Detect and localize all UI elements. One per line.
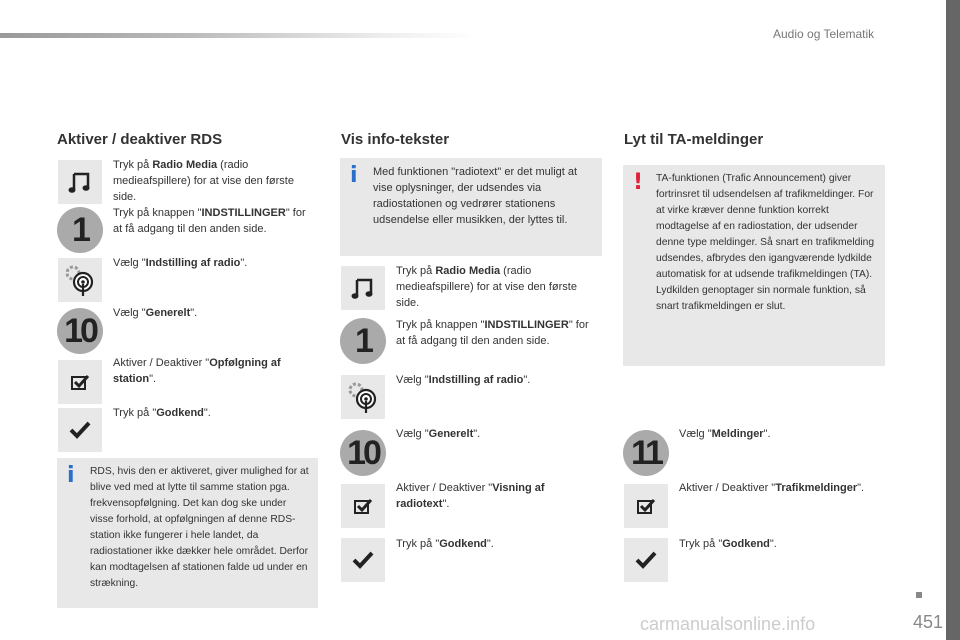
- step-text-pre: Tryk på knappen ": [396, 319, 485, 331]
- header-bar: [0, 33, 480, 38]
- step-text-post: " for at få adgang til den anden side.: [113, 207, 306, 235]
- step-text: [113, 405, 308, 421]
- step-text-post: ".: [857, 482, 865, 494]
- radio-settings-icon: [58, 258, 102, 302]
- step-text-post: ".: [149, 373, 157, 385]
- step-text-post: ".: [240, 257, 248, 269]
- chapter-title: Audio og Telematik: [773, 27, 875, 41]
- step-text-post: (radio medieafspillere) for at vise den første side.: [113, 159, 294, 203]
- step-text-bold: INDSTILLINGER: [484, 319, 569, 331]
- info-icon: i: [350, 163, 358, 188]
- step-text-pre: Aktiver / Deaktiver ": [679, 482, 776, 494]
- section-title-ta: Lyt til TA-meldinger: [624, 131, 764, 148]
- step-text-pre: Vælg ": [396, 428, 429, 440]
- info-icon: i: [67, 463, 75, 488]
- step-text-pre: Vælg ": [396, 374, 429, 386]
- step-text: [396, 426, 591, 442]
- warning-note: [623, 165, 885, 366]
- section-title-info: Vis info-tekster: [341, 131, 450, 148]
- page-number: 451: [913, 612, 944, 632]
- step-text-bold: Indstilling af radio: [145, 257, 241, 269]
- step-text-post: ".: [190, 307, 198, 319]
- step-text-pre: Vælg ": [679, 428, 712, 440]
- step-text-pre: Tryk på knappen ": [113, 207, 202, 219]
- step-text-bold: Radio Media: [152, 159, 218, 171]
- step-text-post: " for at få adgang til den anden side.: [396, 319, 589, 347]
- section-title-rds: Aktiver / deaktiver RDS: [57, 131, 223, 148]
- step-text: [113, 205, 308, 237]
- step-text-pre: Aktiver / Deaktiver ": [396, 482, 493, 494]
- step-text-pre: Tryk på ": [679, 538, 723, 550]
- step-text: [396, 263, 591, 311]
- rds-note-text: RDS, hvis den er aktiveret, giver mulighed for at blive ved med at lytte til samme station pga. frekvensopfølgning. Det kan dog ske under visse forhold, at opfølgningen af denne RDS-station ikke fungerer i hele landet, da radiostationer ikke dækker hele området. Derfor kan modtagelsen af stationen falde ud under en strækning.: [90, 466, 309, 589]
- step-text: [396, 372, 591, 388]
- step-text-bold: Visning af radiotext: [396, 482, 545, 510]
- page-marker: [916, 592, 922, 598]
- step-text-post: ".: [486, 538, 494, 550]
- step-number-11-icon: 11: [623, 430, 669, 476]
- step-text-pre: Tryk på ": [113, 407, 157, 419]
- step-text-bold: Radio Media: [435, 265, 501, 277]
- step-text: [113, 305, 308, 321]
- step-text-bold: Godkend: [439, 538, 487, 550]
- step-text-bold: Trafikmeldinger: [775, 482, 858, 494]
- page-edge-bar: [946, 0, 960, 640]
- step-text-pre: Tryk på ": [396, 538, 440, 550]
- warning-note-text: TA-funktionen (Trafic Announcement) giver fortrinsret til udsendelsen af trafikmeldinger. For at virke kræver denne funktion korrekt modtagelse af en radiostation, der udsender denne type meldinger. Så snart en trafikmelding udsendes, afbrydes den igangværende lydkilde automatisk for at udsende trafikmeldingen (TA). Lydkilden genoptager sin normale funktion, så snart trafikmeldingen er slut.: [656, 173, 875, 312]
- step-text: [396, 317, 591, 349]
- step-text-pre: Vælg ": [113, 257, 146, 269]
- step-text-bold: Meldinger: [711, 428, 764, 440]
- step-text-bold: Godkend: [722, 538, 770, 550]
- step-text: [396, 536, 591, 552]
- step-text-pre: Tryk på: [396, 265, 436, 277]
- step-text: [679, 426, 874, 442]
- step-text-post: ".: [763, 428, 771, 440]
- step-number-1-icon: 1: [340, 318, 386, 364]
- step-text-bold: INDSTILLINGER: [201, 207, 286, 219]
- warning-icon: !: [633, 170, 644, 195]
- step-number-10-icon: 10: [57, 308, 103, 354]
- step-text-pre: Tryk på: [113, 159, 153, 171]
- step-text-bold: Opfølgning af station: [113, 357, 281, 385]
- step-number-1-icon: 1: [57, 207, 103, 253]
- step-text-bold: Indstilling af radio: [428, 374, 524, 386]
- step-text-pre: Vælg ": [113, 307, 146, 319]
- step-text-post: ".: [203, 407, 211, 419]
- step-text-post: ".: [473, 428, 481, 440]
- step-text-pre: Aktiver / Deaktiver ": [113, 357, 210, 369]
- step-text: [113, 255, 308, 271]
- radio-settings-icon: [341, 375, 385, 419]
- step-text-bold: Generelt: [428, 428, 474, 440]
- step-text-bold: Generelt: [145, 307, 191, 319]
- step-text: [679, 480, 874, 496]
- step-text-bold: Godkend: [156, 407, 204, 419]
- music-note-icon: [58, 160, 102, 204]
- watermark: carmanualsonline.info: [640, 614, 816, 634]
- info-note: [340, 158, 602, 256]
- checkbox-icon: [341, 484, 385, 528]
- step-text-post: (radio medieafspillere) for at vise den første side.: [396, 265, 577, 309]
- step-text: [113, 355, 308, 387]
- step-text-post: ".: [769, 538, 777, 550]
- checkmark-icon: [58, 408, 102, 452]
- info-note-text: Med funktionen "radiotext" er det muligt at vise oplysninger, der udsendes via radiostationen og vedrører stationens udsendelse eller musikken, der lyttes til.: [373, 166, 578, 226]
- step-number-10-icon: 10: [340, 430, 386, 476]
- checkmark-icon: [624, 538, 668, 582]
- music-note-icon: [341, 266, 385, 310]
- step-text: [396, 480, 591, 512]
- rds-note: [57, 458, 318, 608]
- step-text: [679, 536, 874, 552]
- step-text-post: ".: [523, 374, 531, 386]
- step-text: [113, 157, 308, 205]
- checkmark-icon: [341, 538, 385, 582]
- checkbox-icon: [624, 484, 668, 528]
- checkbox-icon: [58, 360, 102, 404]
- step-text-post: ".: [442, 498, 450, 510]
